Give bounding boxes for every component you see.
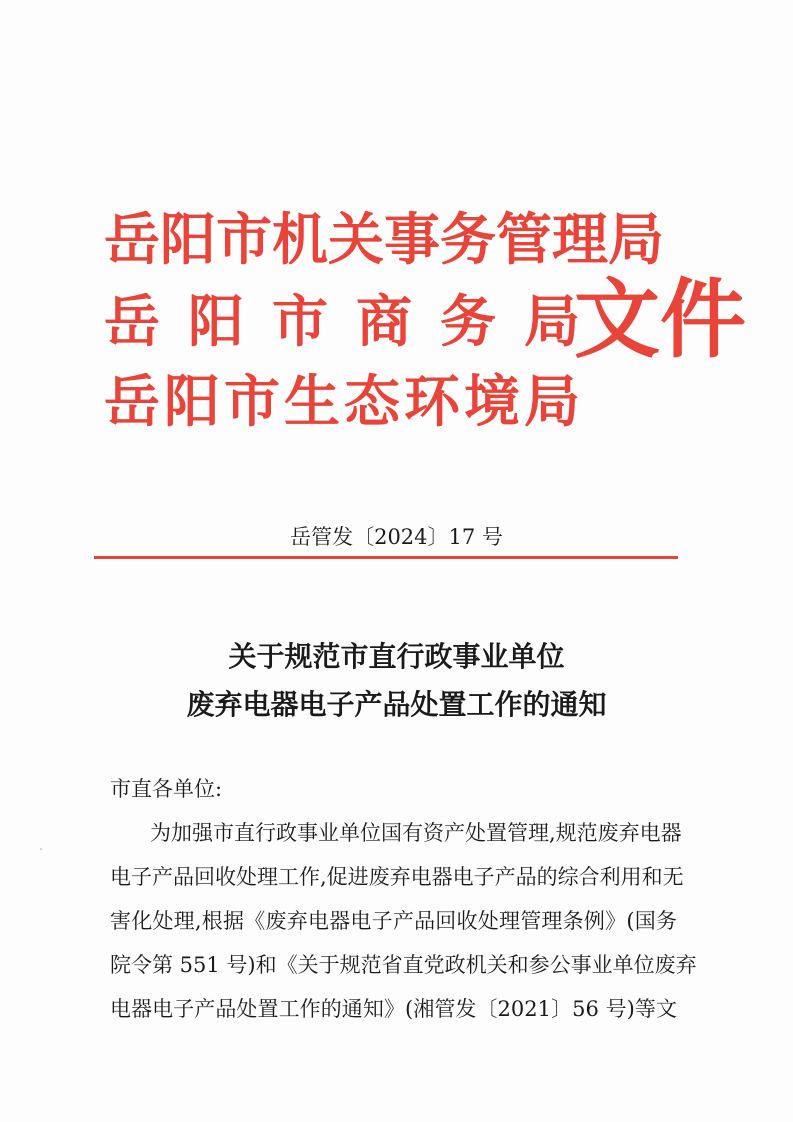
document-number: 岳管发〔2024〕17 号	[290, 525, 503, 549]
salutation: 市直各单位:	[110, 777, 223, 801]
masthead-suffix: 文件	[574, 269, 746, 370]
issuer-line-1: 岳阳市机关事务管理局	[104, 207, 664, 273]
body-line-4: 院令第 551 号)和《关于规范省直党政机关和参公事业单位废弃	[110, 953, 697, 977]
title-line-1: 关于规范市直行政事业单位	[228, 640, 565, 673]
body-line-5: 电器电子产品处置工作的通知》(湘管发〔2021〕56 号)等文	[110, 997, 677, 1021]
red-divider	[94, 556, 678, 559]
scan-speck	[40, 848, 42, 850]
title-line-2: 废弃电器电子产品处置工作的通知	[186, 688, 607, 721]
body-line-3: 害化处理,根据《废弃电器电子产品回收处理管理条例》(国务	[110, 909, 677, 933]
body-line-1: 为加强市直行政事业单位国有资产处置管理,规范废弃电器	[150, 821, 682, 845]
issuer-line-2: 岳阳市商务局	[104, 289, 608, 355]
issuer-line-3: 岳阳市生态环境局	[104, 369, 584, 435]
red-masthead	[104, 200, 746, 450]
body-line-2: 电子产品回收处理工作,促进废弃电器电子产品的综合利用和无	[110, 865, 684, 889]
